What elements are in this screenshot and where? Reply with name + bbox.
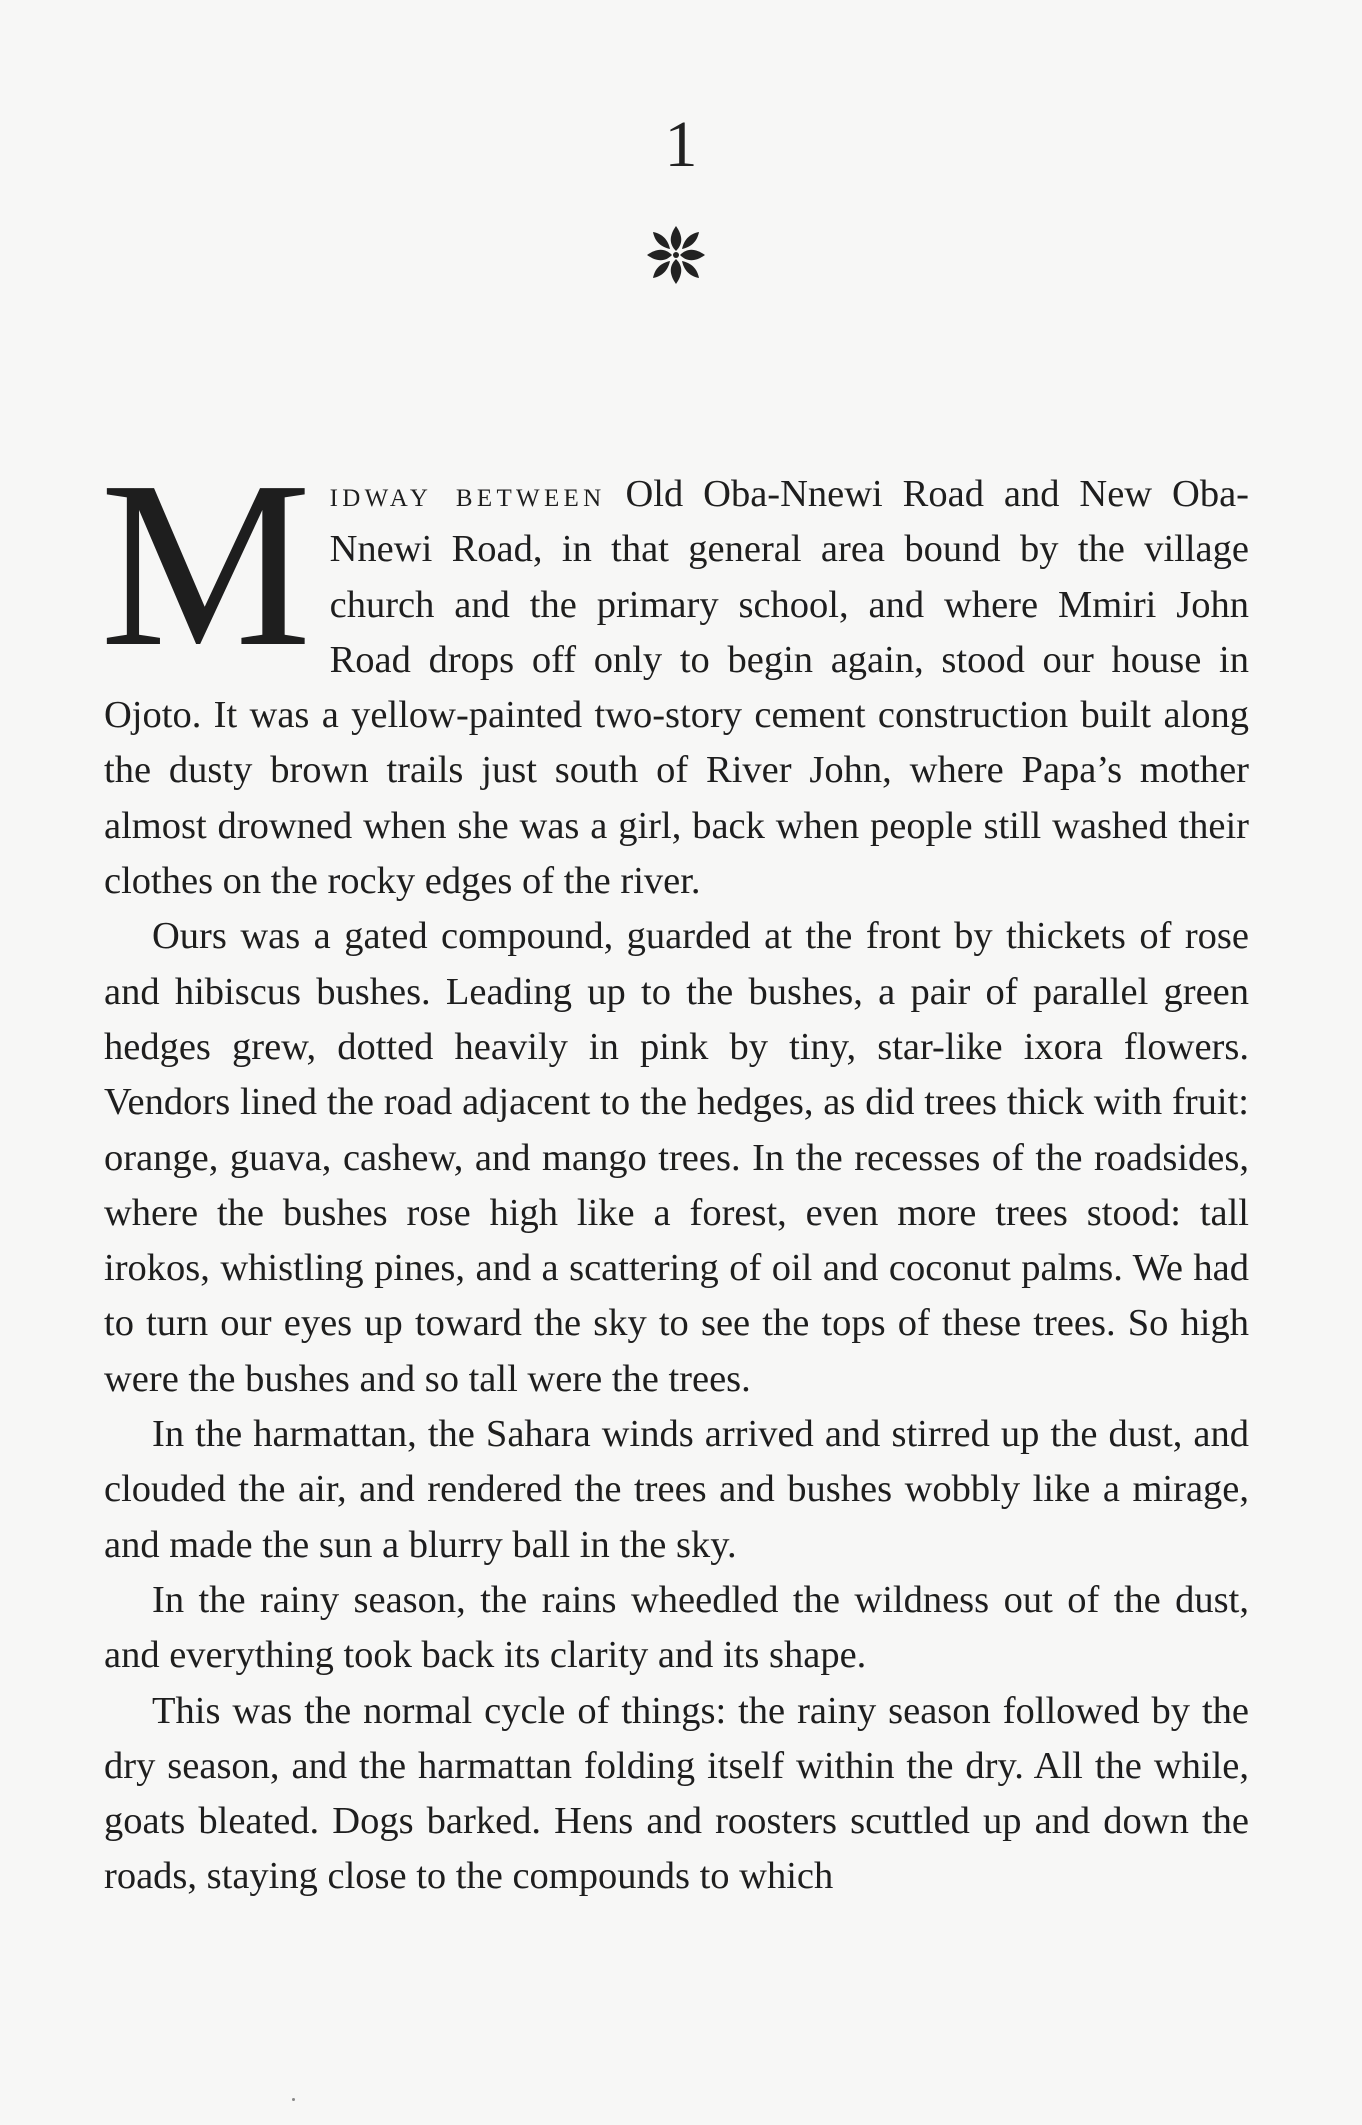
chapter-number: 1: [664, 108, 698, 181]
paragraph: This was the normal cycle of things: the rainy season followed by the dry season, and the harmattan folding itself within the dry. All the while, goats bleated. Dogs barked. Hens and roosters scuttled up and down the roads, staying close to the compounds to which: [104, 1689, 1249, 1898]
paragraph: In the rainy season, the rains wheedled the wildness out of the dust, and everything took back its clarity and its shape.: [104, 1578, 1249, 1677]
stray-mark: [292, 2098, 295, 2101]
small-caps-lead: idway between: [329, 474, 606, 514]
paragraph: In the harmattan, the Sahara winds arrived and stirred up the dust, and clouded the air, and rendered the trees and bushes wobbly like a mirage, and made the sun a blurry ball in the sky.: [104, 1413, 1249, 1566]
chapter-body: [100, 433, 1249, 1905]
star-ornament-icon: [643, 222, 709, 288]
drop-cap: M: [100, 433, 312, 696]
opening-paragraph: [100, 433, 1249, 909]
paragraph: Ours was a gated compound, guarded at the front by thickets of rose and hibiscus bushes. Leading up to the bushes, a pair of parallel green hedges grew, dotted heavily in pink by tiny, star-like ixora flowers. Vendors lined the road adjacent to the hedges, as did trees thick with fruit: orange, guava, cashew, and mango trees. In the recesses of the roadsides, where the bushes rose high like a forest, even more trees stood: tall irokos, whistling pines, and a scattering of oil and coconut palms. We had to turn our eyes up toward the sky to see the tops of these trees. So high were the bushes and so tall were the trees.: [104, 915, 1249, 1400]
opening-text: Old Oba-Nnewi Road and New Oba-Nnewi Road, in that general area bound by the village church and the primary school, and where Mmiri John Road drops off only to begin again, stood our house in Ojoto. It was a yellow-painted two-story cement construction built along the dusty brown trails just south of River John, where Papa’s mother almost drowned when she was a girl, back when people still washed their clothes on the rocky edges of the river.: [104, 473, 1249, 903]
